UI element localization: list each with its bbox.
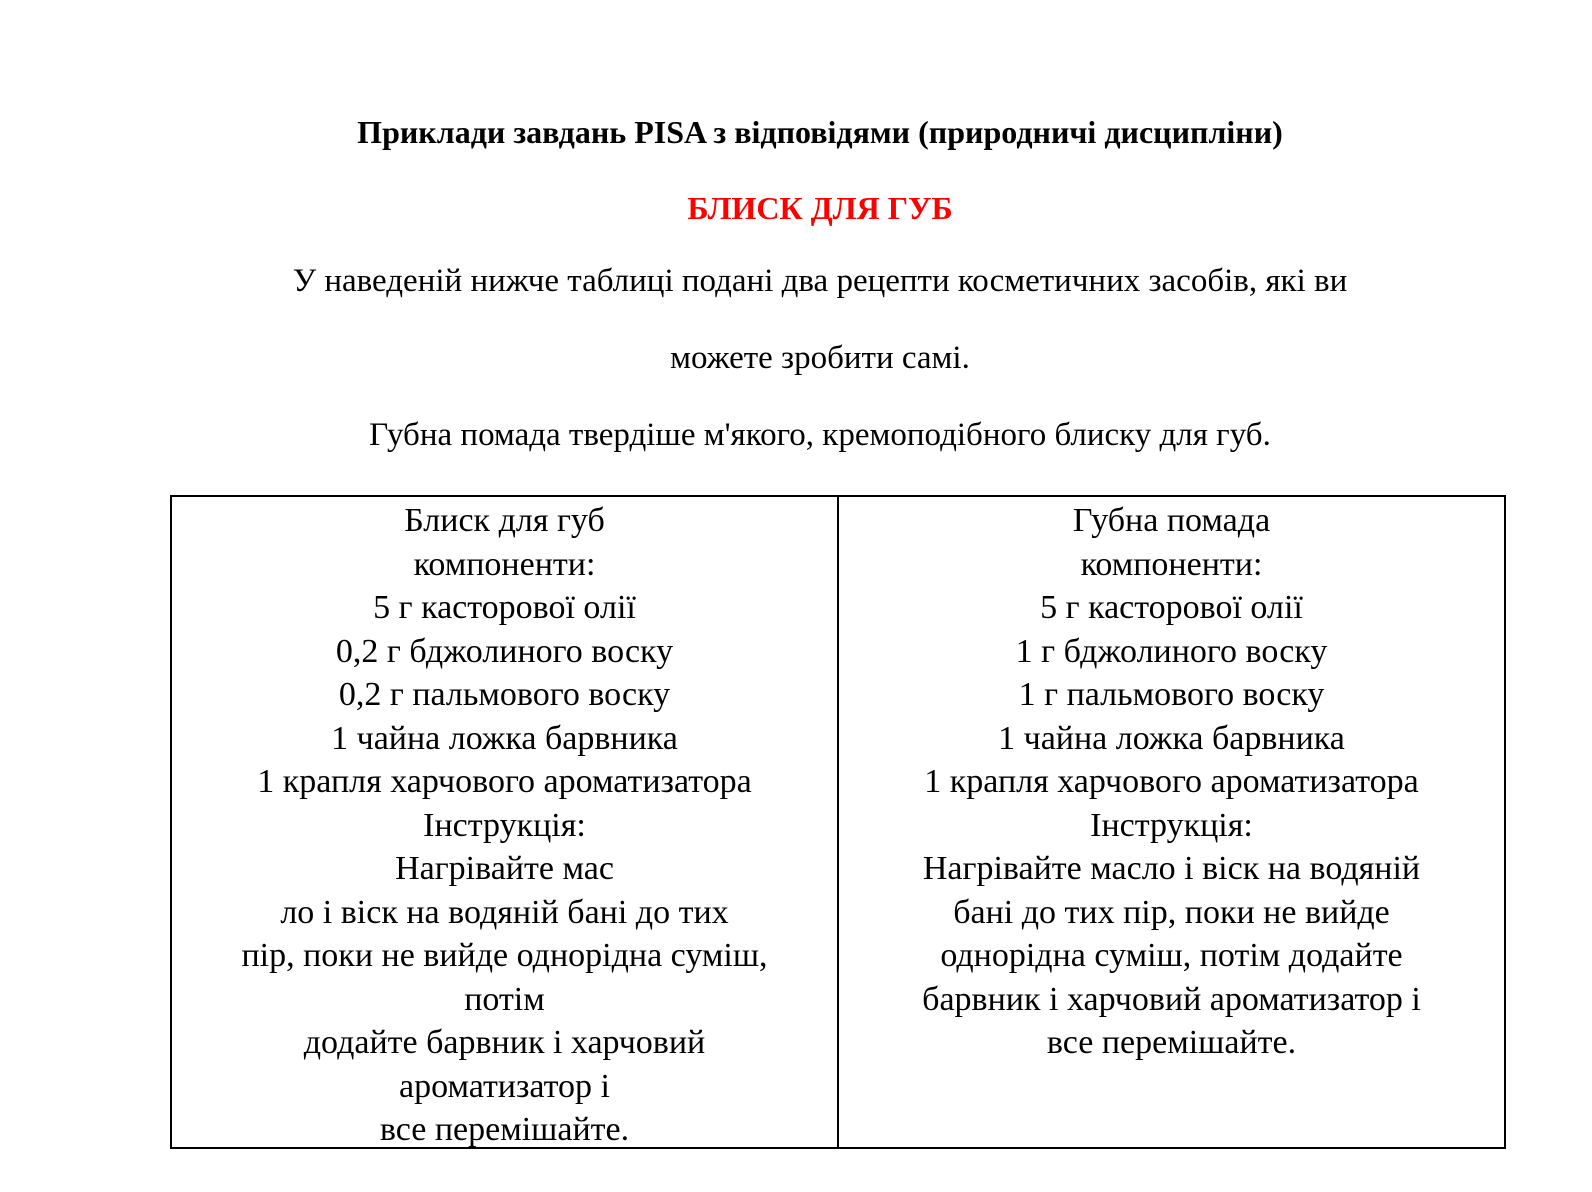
recipe-line: 1 г бджолиного воску xyxy=(1015,632,1328,670)
recipe-line: барвник і харчовий ароматизатор і xyxy=(922,980,1421,1018)
recipe-line: Нагрівайте масло і віск на водяній xyxy=(922,850,1421,887)
recipe-line: 0,2 г бджолиного воску xyxy=(335,632,674,670)
recipe-line: пір, поки не вийде однорідна суміш, xyxy=(241,937,768,974)
page-title: Приклади завдань PISA з відповідями (природничі дисципліни) xyxy=(357,114,1283,150)
recipe-line: компоненти: xyxy=(413,545,596,583)
recipe-line: 1 г пальмового воску xyxy=(1018,676,1325,713)
recipe-title: Блиск для губ xyxy=(404,502,605,539)
recipe-line: Нагрівайте мас xyxy=(395,850,614,887)
recipe-column-lipstick xyxy=(837,497,1504,1147)
recipe-line: додайте барвник і харчовий xyxy=(303,1024,706,1061)
intro-line: У наведеній нижче таблиці подані два рецепти косметичних засобів, які ви xyxy=(292,263,1348,299)
recipe-line: 1 крапля харчового ароматизатора xyxy=(924,763,1419,800)
recipe-line: все перемішайте. xyxy=(1046,1024,1297,1061)
recipe-line: 1 чайна ложка барвника xyxy=(998,719,1345,757)
recipe-line: ло і віск на водяній бані до тих xyxy=(280,893,729,931)
recipe-line: 1 чайна ложка барвника xyxy=(331,719,678,757)
recipe-line: ароматизатор і xyxy=(399,1067,610,1105)
recipe-line: 1 крапля харчового ароматизатора xyxy=(257,763,752,800)
recipe-line: 5 г касторової олії xyxy=(1040,589,1303,626)
recipe-line: компоненти: xyxy=(1080,545,1263,583)
intro-line: Губна помада твердіше м'якого, кремоподібного блиску для губ. xyxy=(369,417,1271,453)
recipe-line: Інструкція: xyxy=(423,806,586,844)
section-title: БЛИСК ДЛЯ ГУБ xyxy=(687,190,953,226)
recipe-line: бані до тих пір, поки не вийде xyxy=(953,893,1390,931)
recipe-line: 5 г касторової олії xyxy=(373,589,636,626)
intro-line: можете зробити самі. xyxy=(670,340,970,376)
recipe-line: 0,2 г пальмового воску xyxy=(338,676,671,713)
recipe-line: однорідна суміш, потім додайте xyxy=(940,937,1403,974)
recipe-table xyxy=(170,495,1506,1149)
recipe-title: Губна помада xyxy=(1072,502,1271,539)
recipe-line: Інструкція: xyxy=(1090,806,1253,844)
recipe-column-lip-gloss xyxy=(172,497,837,1147)
recipe-line: потім xyxy=(464,980,545,1018)
recipe-line: все перемішайте. xyxy=(379,1111,630,1148)
